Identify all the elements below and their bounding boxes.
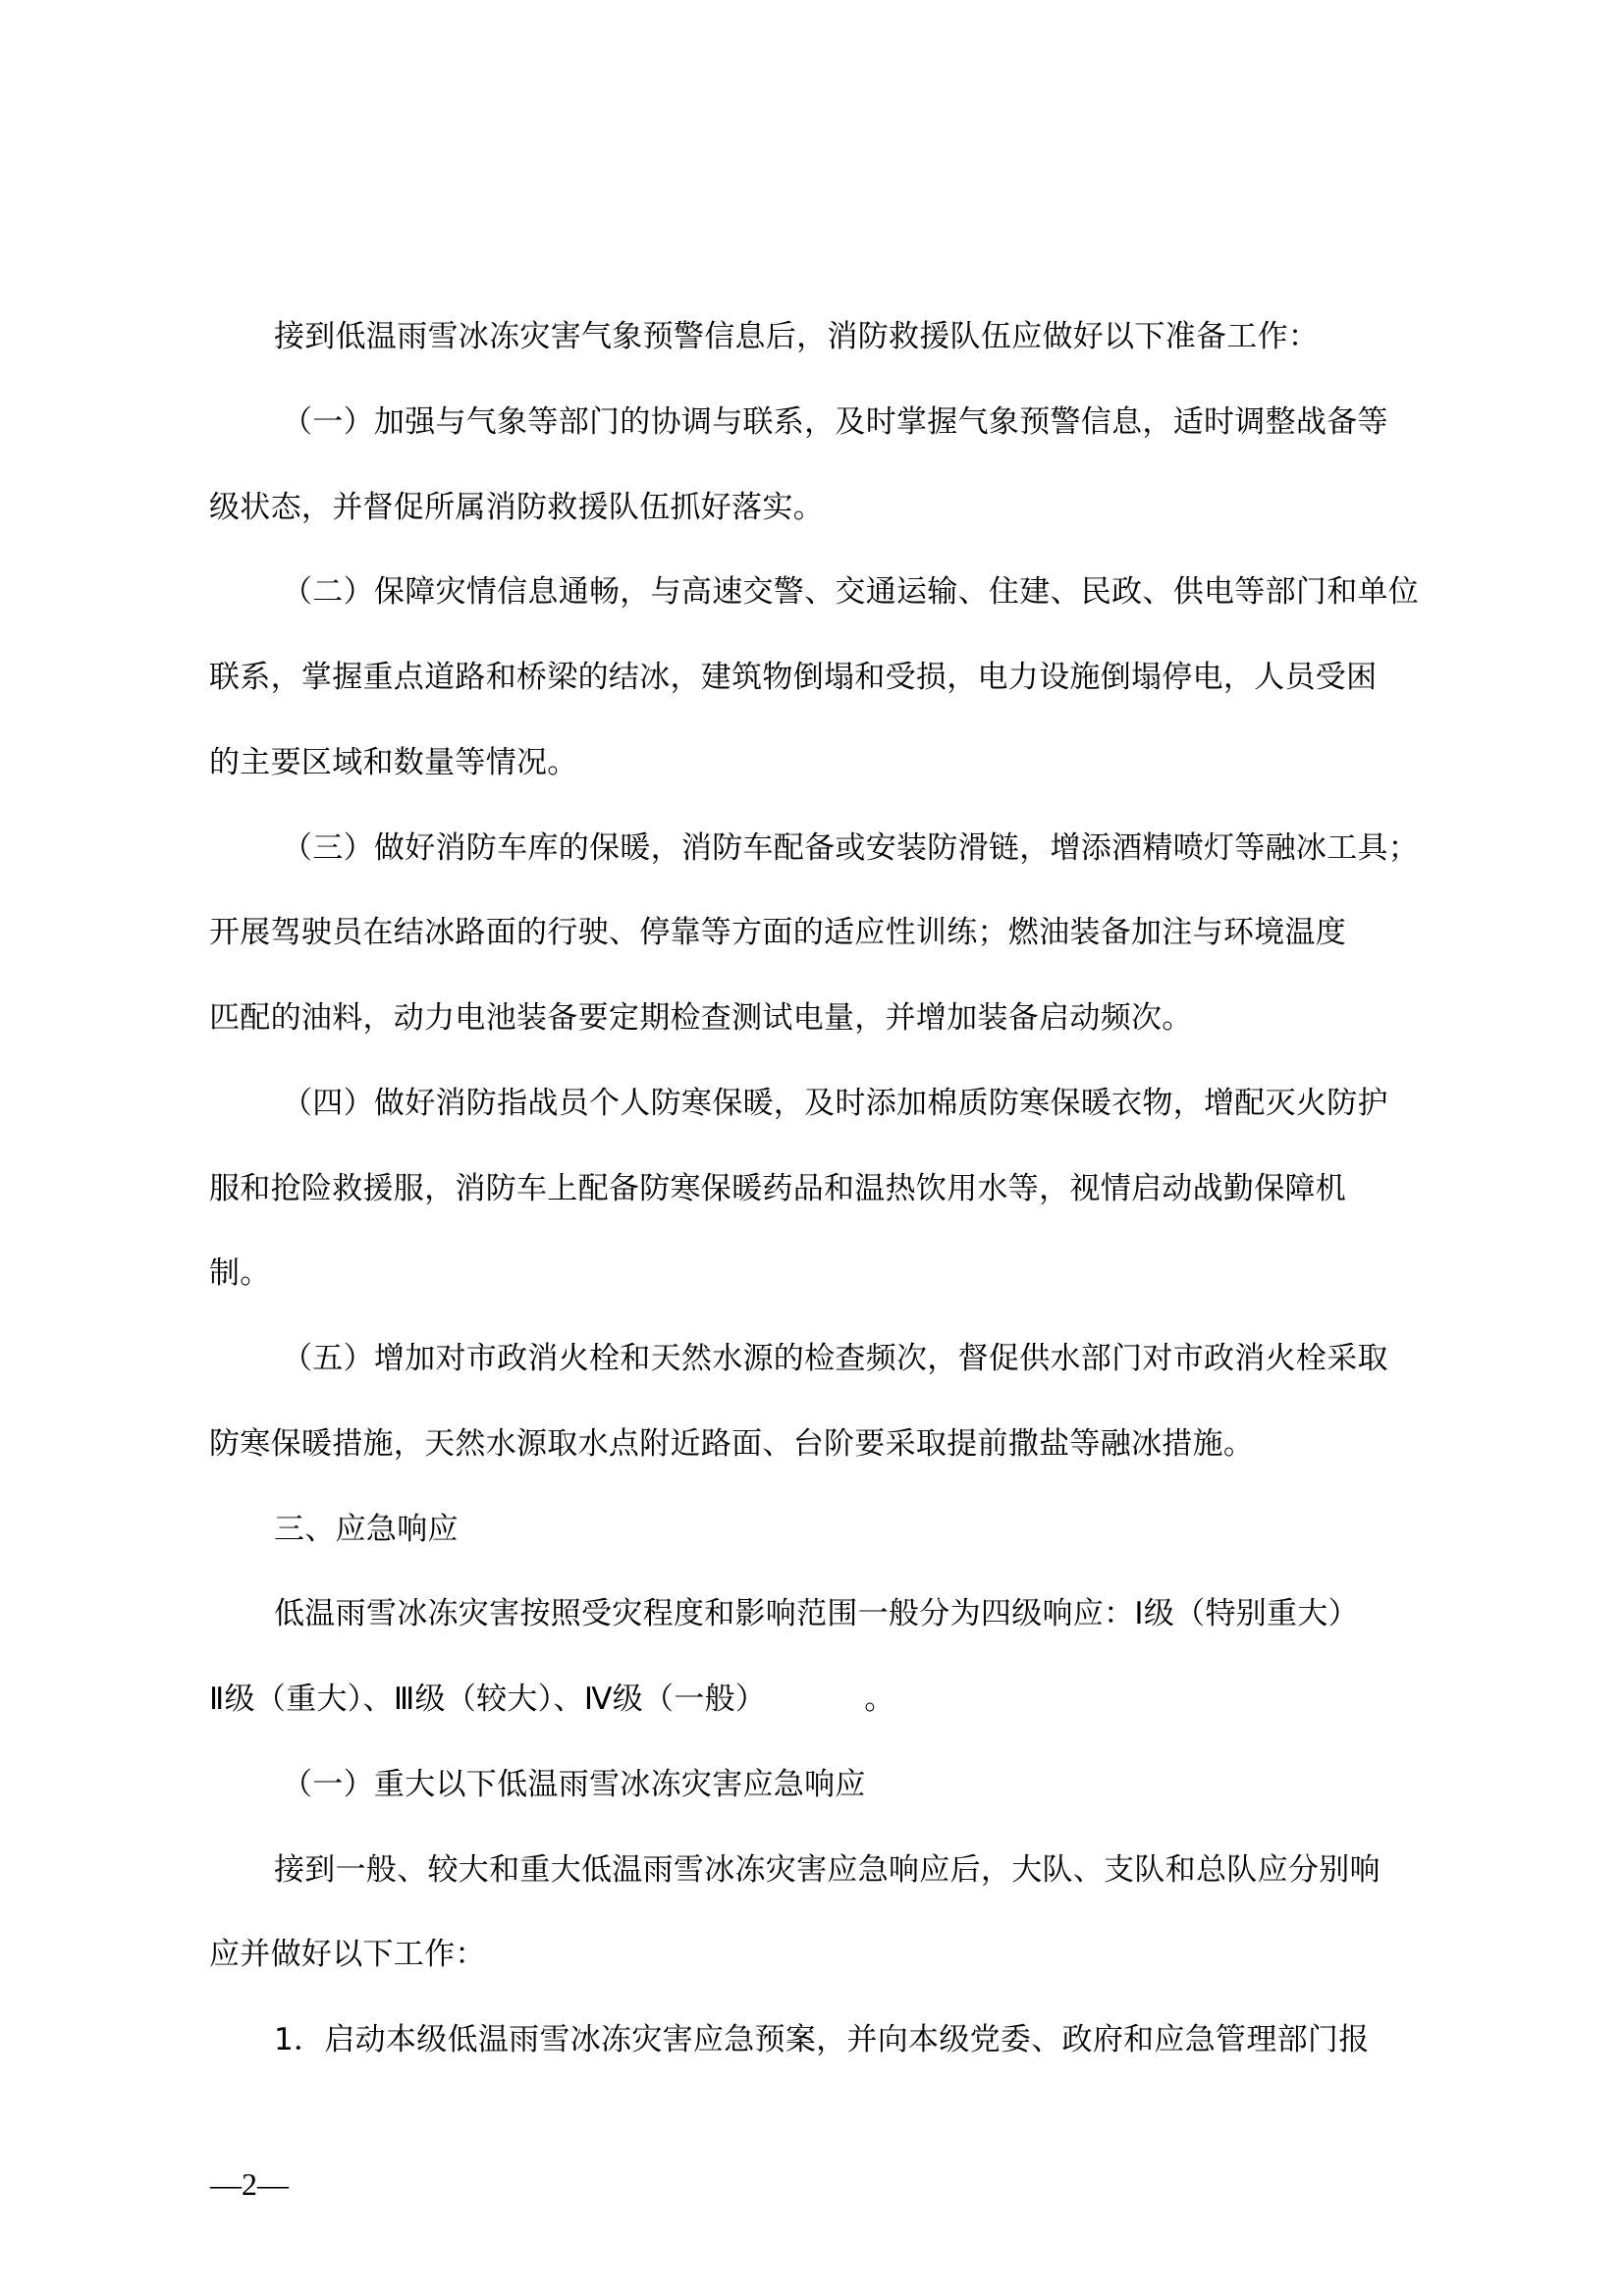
item-4-line-1: （四）做好消防指战员个人防寒保暖，及时添加棉质防寒保暖衣物，增配灭火防护 <box>282 1085 1388 1121</box>
item-2-line-1: （二）保障灾情信息通畅，与高速交警、交通运输、住建、民政、供电等部门和单位 <box>282 574 1420 611</box>
item-3-line-3: 匹配的油料，动力电池装备要定期检查测试电量，并增加装备启动频次。 <box>209 1000 1193 1036</box>
item-5-line-1: （五）增加对市政消火栓和天然水源的检查频次，督促供水部门对市政消火栓采取 <box>282 1341 1388 1376</box>
item-1-line-2: 级状态，并督促所属消防救援队伍抓好落实。 <box>209 489 824 525</box>
response-intro-line-2: 应并做好以下工作： <box>209 1937 486 1973</box>
section-heading-emergency-response: 三、应急响应 <box>274 1511 459 1547</box>
response-levels-line-2 <box>209 1657 1427 1742</box>
page-number: —2— <box>210 2166 289 2202</box>
response-levels-line-1: 低温雨雪冰冻灾害按照受灾程度和影响范围一般分为四级响应：Ⅰ级（特别重大） <box>274 1596 1359 1632</box>
item-4-line-3: 制。 <box>209 1255 271 1292</box>
item-3-line-1: （三）做好消防车库的保暖，消防车配备或安装防滑链，增添酒精喷灯等融冰工具； <box>282 829 1420 866</box>
response-levels-text: Ⅱ级（重大）、Ⅲ级（较大）、Ⅳ级（一般） <box>209 1682 767 1717</box>
item-2-line-2: 联系，掌握重点道路和桥梁的结冰，建筑物倒塌和受损，电力设施倒塌停电，人员受困 <box>209 660 1378 695</box>
paragraph-intro: 接到低温雨雪冰冻灾害气象预警信息后，消防救援队伍应做好以下准备工作： <box>274 319 1320 354</box>
item-3-line-2: 开展驾驶员在结冰路面的行驶、停靠等方面的适应性训练；燃油装备加注与环境温度 <box>209 915 1347 951</box>
subsection-heading-1: （一）重大以下低温雨雪冰冻灾害应急响应 <box>282 1766 866 1802</box>
trailing-period: 。 <box>864 1682 895 1717</box>
item-4-line-2: 服和抢险救援服，消防车上配备防寒保暖药品和温热饮用水等，视情启动战勤保障机 <box>209 1170 1347 1206</box>
item-1-line-1: （一）加强与气象等部门的协调与联系，及时掌握气象预警信息，适时调整战备等 <box>282 403 1388 440</box>
item-2-line-3: 的主要区域和数量等情况。 <box>209 744 578 780</box>
item-5-line-2: 防寒保暖措施，天然水源取水点附近路面、台阶要采取提前撒盐等融冰措施。 <box>209 1425 1255 1462</box>
document-body <box>209 294 1427 2083</box>
numbered-item-1: 1．启动本级低温雨雪冰冻灾害应急预案，并向本级党委、政府和应急管理部门报 <box>274 2022 1370 2057</box>
response-intro-line-1: 接到一般、较大和重大低温雨雪冰冻灾害应急响应后，大队、支队和总队应分别响 <box>274 1851 1380 1888</box>
